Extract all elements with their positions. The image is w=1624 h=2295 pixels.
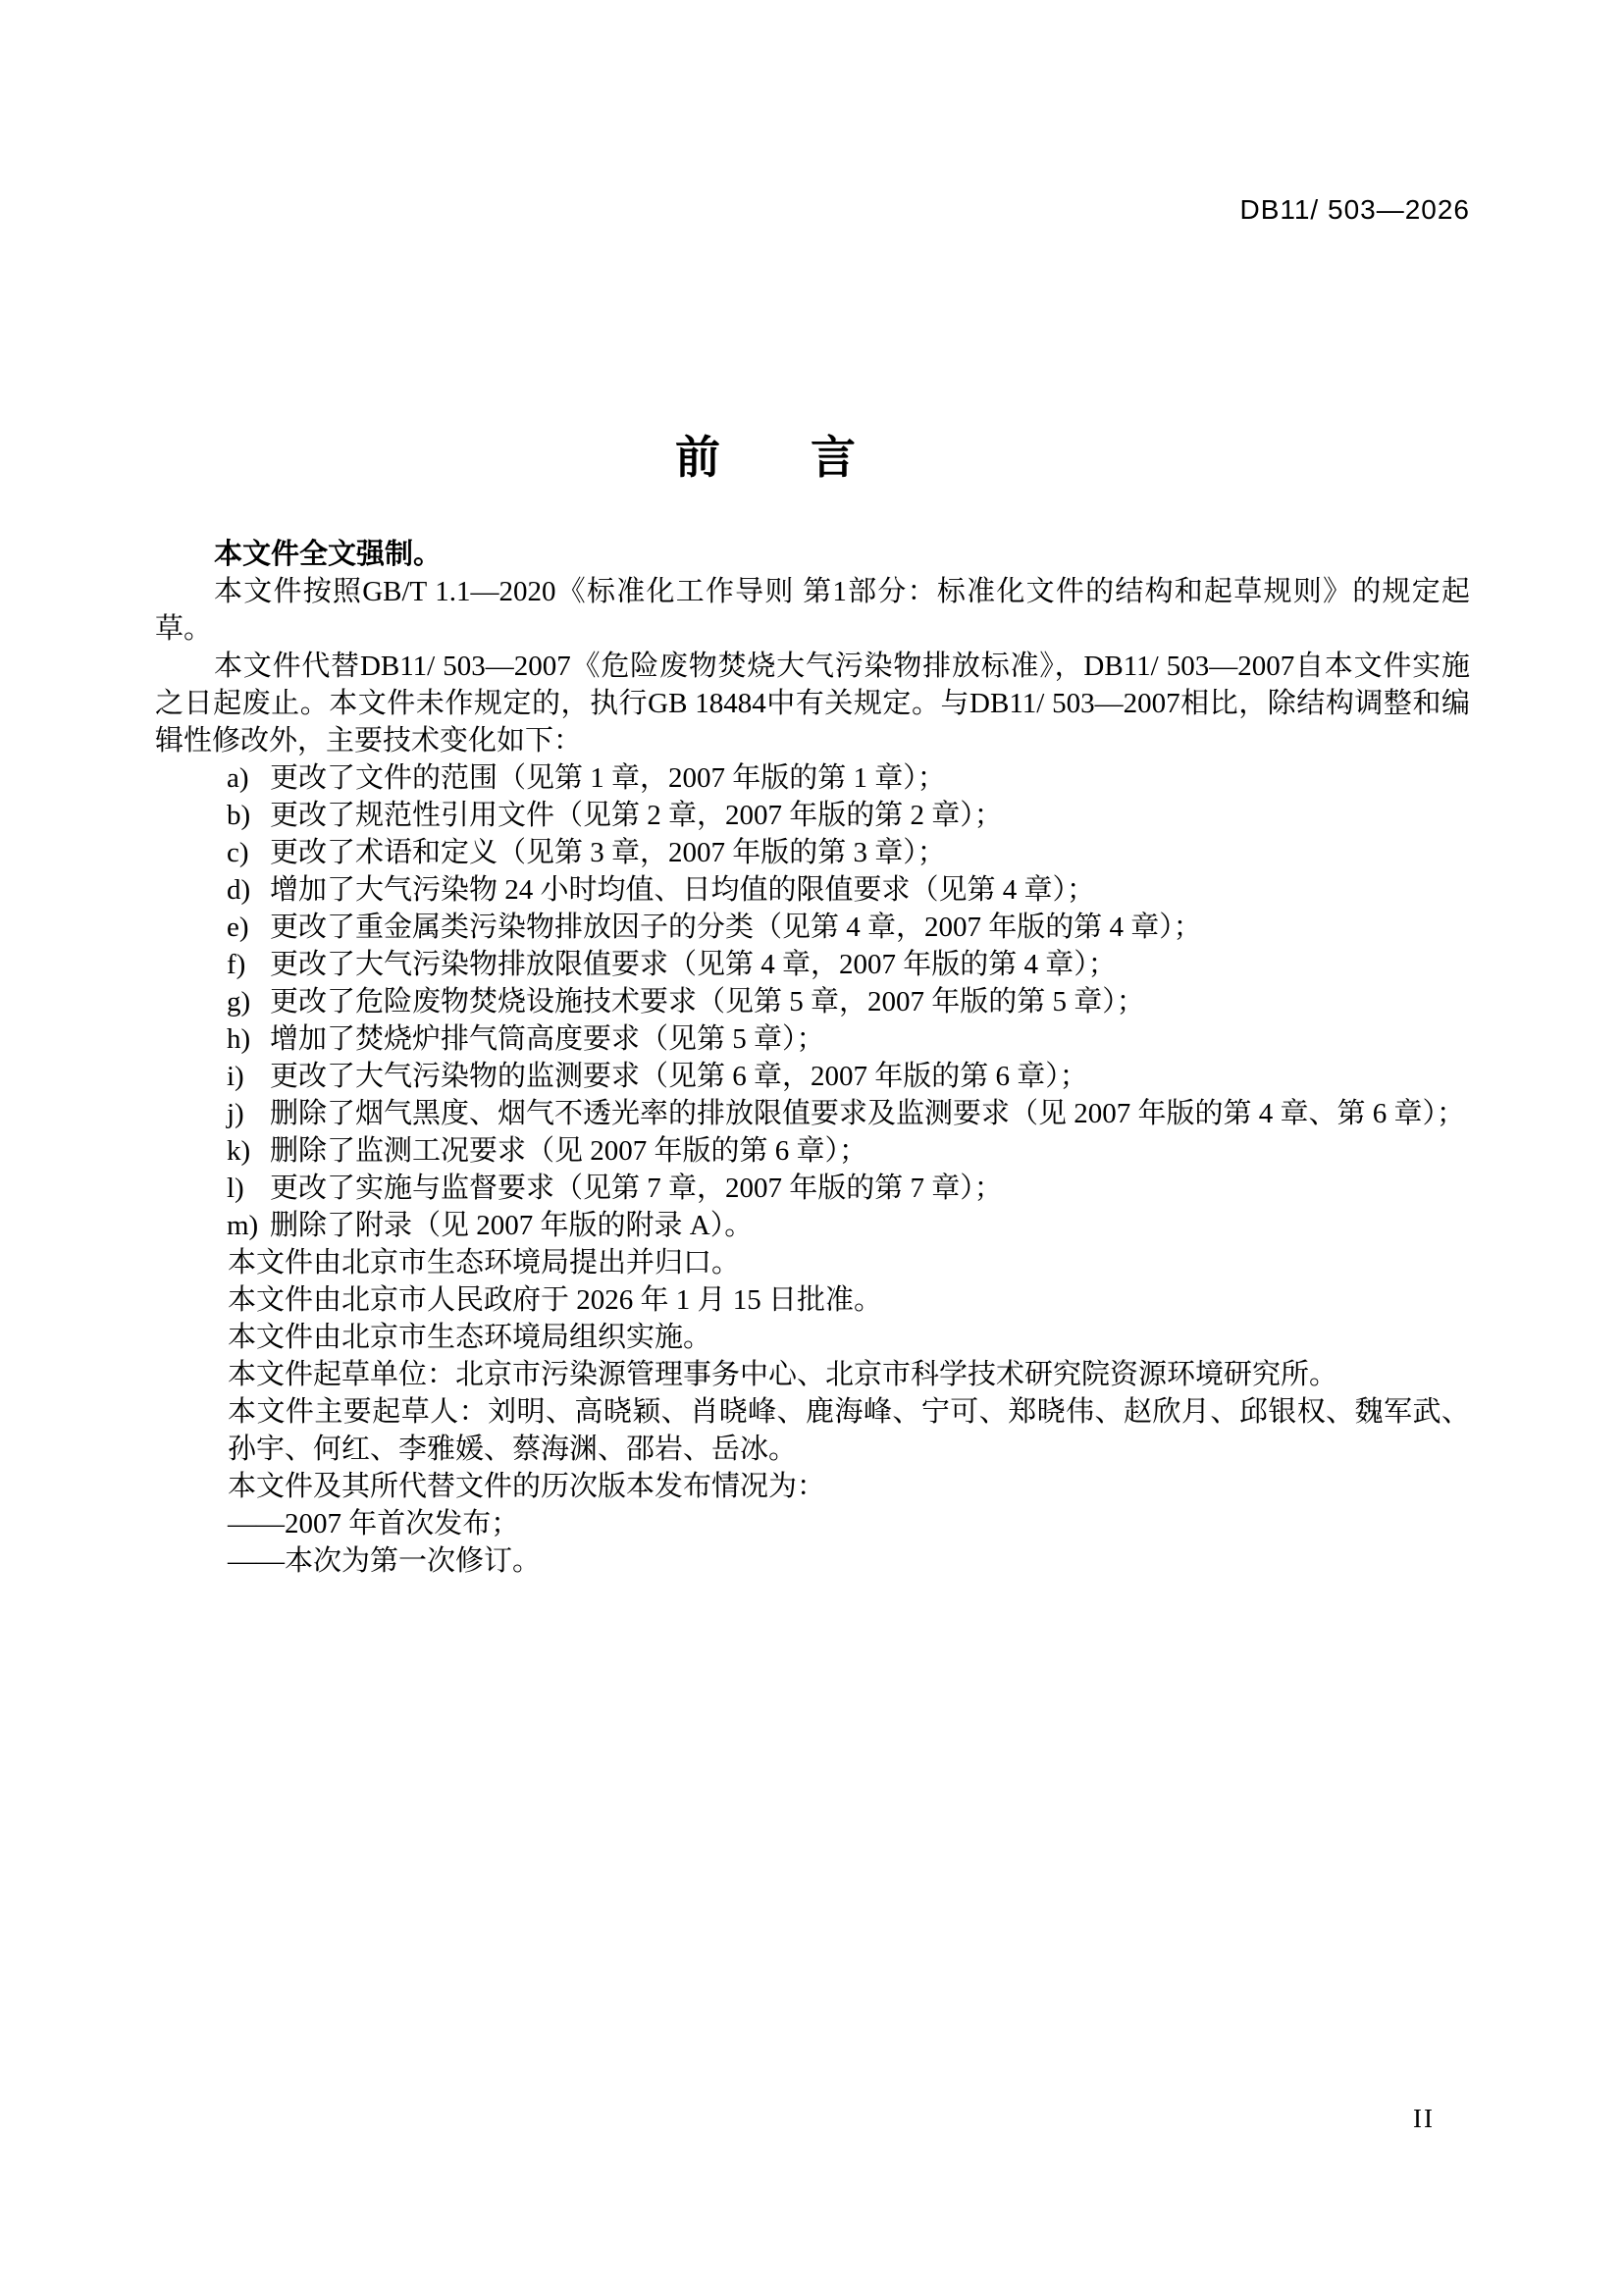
foreword-paragraph-replacement: 本文件代替DB11/ 503—2007《危险废物焚烧大气污染物排放标准》，DB11/ 503—2007自本文件实施之日起废止。本文件未作规定的，执行GB 18484中有关规定。与DB11/ 503—2007相比，除结构调整和编辑性修改外，主要技术变化如下： bbox=[155, 651, 1470, 756]
change-item bbox=[227, 797, 1470, 834]
change-item bbox=[227, 909, 1470, 946]
history-line: ——2007 年首次发布； bbox=[228, 1508, 520, 1539]
changes-list bbox=[155, 759, 1470, 1244]
change-item-label: h) bbox=[227, 1023, 251, 1055]
closing-paragraph: 本文件起草单位：北京市污染源管理事务中心、北京市科学技术研究院资源环境研究所。 bbox=[228, 1359, 1338, 1390]
page-title: 前 言 bbox=[675, 432, 856, 483]
change-item bbox=[227, 1095, 1470, 1132]
change-item bbox=[227, 871, 1470, 909]
closing-paragraph: 本文件由北京市生态环境局提出并归口。 bbox=[228, 1247, 741, 1278]
change-item bbox=[227, 1170, 1470, 1207]
change-item-label: i) bbox=[227, 1061, 244, 1092]
change-item-text: 删除了监测工况要求（见 2007 年版的第 6 章）； bbox=[270, 1135, 868, 1167]
change-item-label: e) bbox=[227, 912, 249, 943]
change-item-text: 更改了文件的范围（见第 1 章，2007 年版的第 1 章）； bbox=[270, 762, 946, 794]
change-item-label: b) bbox=[227, 800, 251, 831]
change-item bbox=[227, 1020, 1470, 1058]
change-item-text: 更改了规范性引用文件（见第 2 章，2007 年版的第 2 章）； bbox=[270, 800, 1003, 831]
closing-paragraph: 本文件由北京市人民政府于 2026 年 1 月 15 日批准。 bbox=[228, 1284, 883, 1316]
change-item-label: l) bbox=[227, 1173, 244, 1204]
change-item-label: j) bbox=[227, 1098, 244, 1129]
change-item-text: 更改了大气污染物的监测要求（见第 6 章，2007 年版的第 6 章）； bbox=[270, 1061, 1088, 1092]
foreword-paragraph-drafting-basis: 本文件按照GB/T 1.1—2020《标准化工作导则 第1部分：标准化文件的结构和起草规则》的规定起草。 bbox=[155, 576, 1470, 645]
mandatory-note: 本文件全文强制。 bbox=[214, 539, 443, 570]
change-item-text: 更改了大气污染物排放限值要求（见第 4 章，2007 年版的第 4 章）； bbox=[270, 949, 1117, 980]
history-lines bbox=[155, 1505, 1470, 1580]
change-item bbox=[227, 834, 1470, 871]
change-item-label: d) bbox=[227, 874, 251, 906]
change-item-label: a) bbox=[227, 762, 249, 794]
change-item-text: 增加了焚烧炉排气筒高度要求（见第 5 章）； bbox=[270, 1023, 825, 1055]
change-item-text: 增加了大气污染物 24 小时均值、日均值的限值要求（见第 4 章）； bbox=[270, 874, 1096, 906]
change-item bbox=[227, 1207, 1470, 1244]
change-item-text: 更改了实施与监督要求（见第 7 章，2007 年版的第 7 章）； bbox=[270, 1173, 1003, 1204]
closing-paragraph: 本文件主要起草人：刘明、高晓颖、肖晓峰、鹿海峰、宁可、郑晓伟、赵欣月、邱银权、魏军武、孙宇、何红、李雅媛、蔡海渊、邵岩、岳冰。 bbox=[228, 1396, 1470, 1465]
change-item-label: g) bbox=[227, 986, 251, 1017]
change-item bbox=[227, 759, 1470, 797]
doc-number: DB11/ 503—2026 bbox=[1239, 194, 1470, 225]
change-item-text: 更改了重金属类污染物排放因子的分类（见第 4 章，2007 年版的第 4 章）； bbox=[270, 912, 1202, 943]
closing-paragraph: 本文件及其所代替文件的历次版本发布情况为： bbox=[228, 1471, 826, 1502]
change-item-text: 更改了危险废物焚烧设施技术要求（见第 5 章，2007 年版的第 5 章）； bbox=[270, 986, 1145, 1017]
change-item-label: f) bbox=[227, 949, 246, 980]
change-item bbox=[227, 946, 1470, 983]
change-item bbox=[227, 1058, 1470, 1095]
change-item-text: 删除了烟气黑度、烟气不透光率的排放限值要求及监测要求（见 2007 年版的第 4 章、第 6 章）； bbox=[270, 1098, 1466, 1129]
change-item-label: m) bbox=[227, 1210, 259, 1241]
change-item-text: 删除了附录（见 2007 年版的附录 A）。 bbox=[270, 1210, 754, 1241]
change-item-text: 更改了术语和定义（见第 3 章，2007 年版的第 3 章）； bbox=[270, 837, 946, 868]
foreword-content bbox=[155, 536, 1470, 1580]
change-item bbox=[227, 983, 1470, 1020]
history-line: ——本次为第一次修订。 bbox=[228, 1545, 542, 1577]
change-item-label: c) bbox=[227, 837, 249, 868]
closing-paragraph: 本文件由北京市生态环境局组织实施。 bbox=[228, 1322, 712, 1353]
change-item bbox=[227, 1132, 1470, 1170]
closing-paragraphs bbox=[155, 1244, 1470, 1505]
page-number: II bbox=[1413, 2104, 1435, 2133]
change-item-label: k) bbox=[227, 1135, 251, 1167]
